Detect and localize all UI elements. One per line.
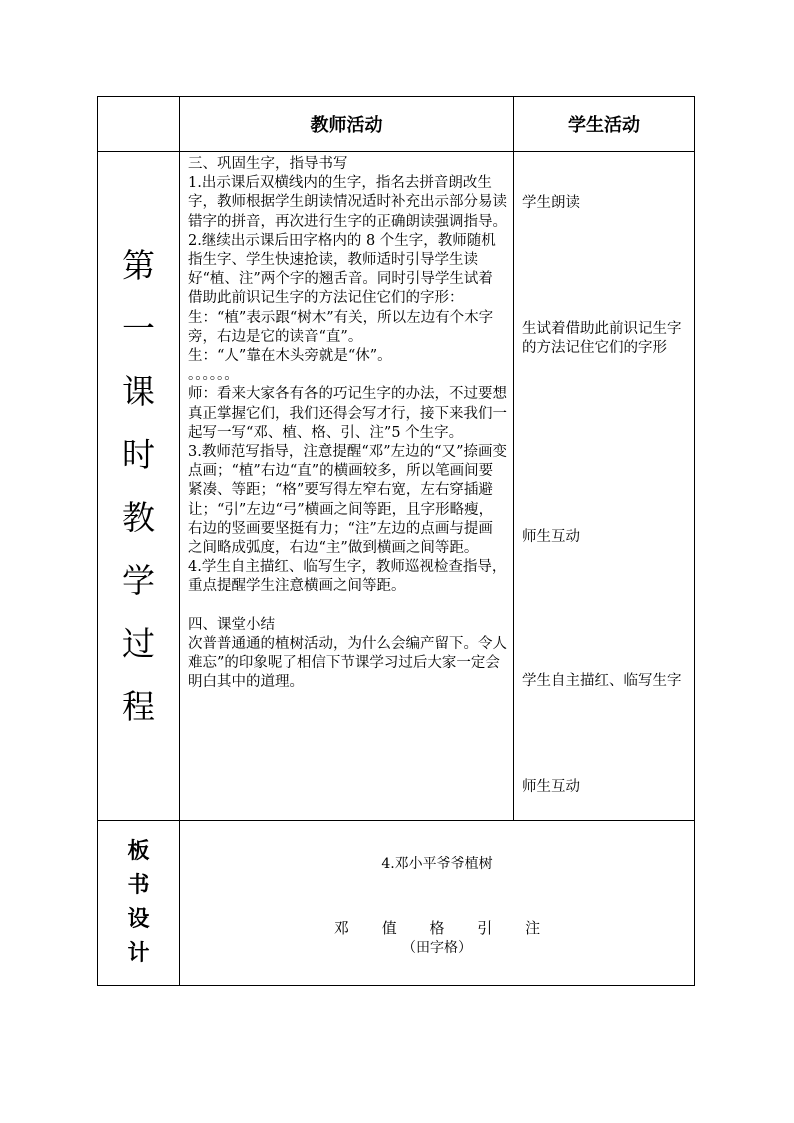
section-label-char: 过 xyxy=(122,624,155,663)
section-label-char: 课 xyxy=(122,372,155,411)
teacher-line: 3.教师范写指导，注意提醒“邓”左边的“又”捺画变点画；“植”右边“直”的横画较多，所以笔画间要紧凑、等距；“格”要写得左窄右宽，左右穿插避让；“引”左边“弓”横画之间等距，且字形略瘦，右边的竖画要坚挺有力；“注”左边的点画与提画之间略成弧度，右边“主”做到横画之间等距。 xyxy=(188,444,507,557)
header-row xyxy=(98,97,695,152)
section-label-process xyxy=(98,152,180,821)
section-label-board xyxy=(98,821,180,986)
board-label-char: 计 xyxy=(127,941,150,966)
teacher-line: 1.出示课后双横线内的生字，指名去拼音朗改生字，教师根据学生朗读情况适时补充出示部分易读错字的拼音，再次进行生字的正确朗读强调指导。 xyxy=(188,175,507,230)
section-label-char: 时 xyxy=(122,435,155,474)
teacher-line: 四、课堂小结 xyxy=(188,616,275,633)
student-activity-header: 学生活动 xyxy=(514,97,695,152)
teacher-activity-header: 教师活动 xyxy=(180,97,514,152)
process-row xyxy=(98,152,695,821)
section-label-char: 一 xyxy=(122,309,155,348)
student-note: 学生朗读 xyxy=(522,195,580,211)
board-label-char: 书 xyxy=(127,873,150,898)
teacher-activity-content xyxy=(180,152,514,821)
board-label-char: 设 xyxy=(127,907,150,932)
teacher-line: 4.学生自主描红、临写生字，教师巡视检查指导，重点提醒学生注意横画之间等距。 xyxy=(188,559,507,595)
board-char: 邓 xyxy=(333,919,349,937)
section-label-char: 学 xyxy=(122,561,155,600)
teacher-line: 师：看来大家各有各的巧记生字的办法，不过要想真正掌握它们，我们还得会写才行，接下来我们一起写一写“邓、植、格、引、注”5 个生字。 xyxy=(188,386,507,441)
section-label-char: 程 xyxy=(122,687,155,726)
student-note: 师生互动 xyxy=(522,529,580,545)
board-label-char: 板 xyxy=(127,839,150,864)
student-note: 师生互动 xyxy=(522,779,580,795)
blank-line xyxy=(188,597,507,616)
board-design-content xyxy=(180,821,695,986)
corner-cell xyxy=(98,97,180,152)
board-design-row xyxy=(98,821,695,986)
teacher-line: 次普普通通的植树活动，为什么会编产留下。令人难忘”的印象呢了相信下节课学习过后大家一定会明白其中的道理。 xyxy=(188,635,507,691)
teacher-line: 。。。。。。 xyxy=(188,367,239,384)
student-note: 学生自主描红、临写生字 xyxy=(522,673,682,689)
section-label-char: 第 xyxy=(122,246,155,285)
teacher-line: 2.继续出示课后田字格内的 8 个生字，教师随机指生字、学生快速抢读，教师适时引导学生读好“植、注”两个字的翘舌音。同时引导学生试着借助此前识记生字的方法记住它们的字形： xyxy=(188,232,496,307)
board-char: 格 xyxy=(429,919,445,937)
student-note: 生试着借助此前识记生字的方法记住它们的字形 xyxy=(522,321,682,357)
teacher-line: 生：“植”表示跟“树木”有关，所以左边有个木字旁，右边是它的读音“直”。 xyxy=(188,309,494,345)
board-char: 引 xyxy=(477,919,493,937)
student-activity-content xyxy=(514,152,695,821)
board-char: 值 xyxy=(381,919,397,937)
board-title: 4.邓小平爷爷植树 xyxy=(381,856,493,872)
section-label-char: 教 xyxy=(122,498,155,537)
teacher-line: 三、巩固生字，指导书写 xyxy=(188,156,348,172)
board-char: 注 xyxy=(525,919,541,937)
board-chars xyxy=(180,917,694,938)
lesson-table xyxy=(97,96,695,986)
board-grid-note: （田字格） xyxy=(402,940,472,956)
teacher-line: 生：“人”靠在木头旁就是“休”。 xyxy=(188,348,392,365)
